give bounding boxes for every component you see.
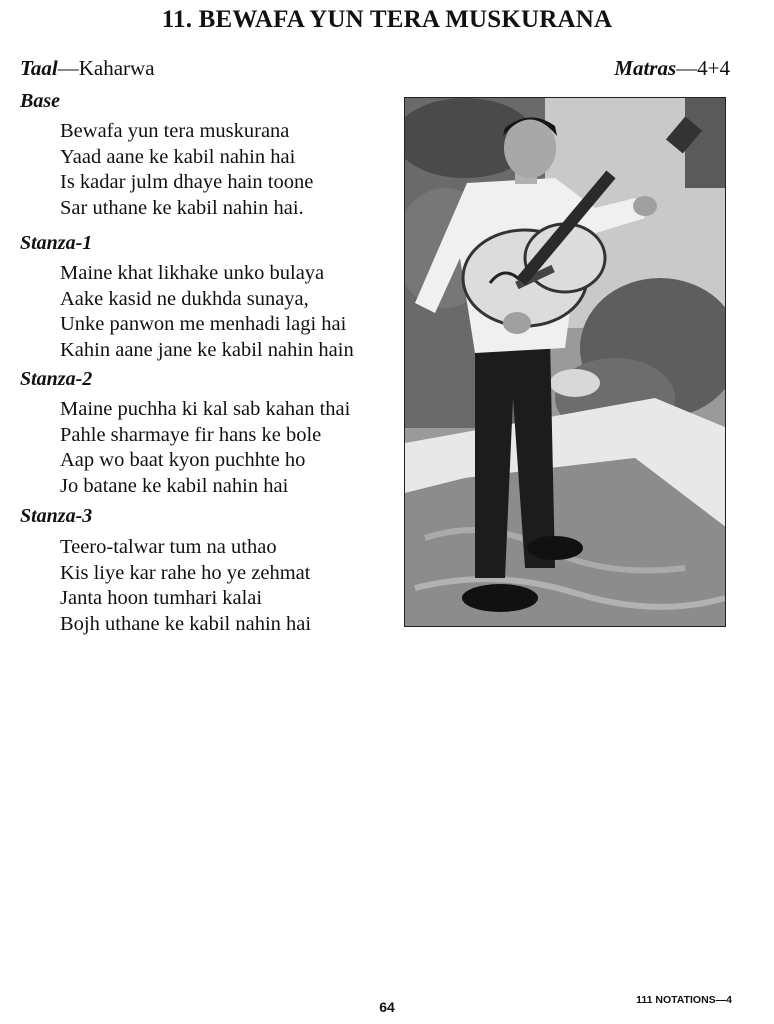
taal-line	[20, 56, 155, 81]
section-heading-base: Base	[20, 90, 60, 112]
lyric-line: Pahle sharmaye fir hans ke bole	[60, 423, 322, 446]
verse-stanza-3	[60, 535, 311, 637]
taal-value: —Kaharwa	[57, 56, 155, 80]
taal-label: Taal	[20, 56, 58, 80]
page-number: 64	[379, 999, 395, 1015]
verse-stanza-2	[60, 397, 350, 499]
guitarist-photo	[404, 97, 726, 627]
lyric-line: Jo batane ke kabil nahin hai	[60, 474, 289, 497]
lyric-line: Unke panwon me menhadi lagi hai	[60, 313, 347, 335]
lyric-line: Aake kasid ne dukhda sunaya,	[60, 287, 309, 310]
lyric-line: Bewafa yun tera muskurana	[60, 120, 290, 142]
lyric-line: Kahin aane jane ke kabil nahin hain	[60, 338, 354, 361]
lyric-line: Maine khat likhake unko bulaya	[60, 262, 325, 284]
section-heading-stanza-2: Stanza-2	[20, 368, 93, 390]
lyric-line: Sar uthane ke kabil nahin hai.	[60, 196, 304, 219]
lyric-line: Aap wo baat kyon puchhte ho	[60, 449, 306, 471]
section-heading-stanza-1: Stanza-1	[20, 232, 93, 254]
verse-stanza-1	[60, 261, 354, 363]
page-title: 11. BEWAFA YUN TERA MUSKURANA	[161, 6, 613, 33]
matras-label: Matras	[614, 56, 677, 80]
lyric-line: Bojh uthane ke kabil nahin hai	[60, 612, 312, 635]
lyric-line: Maine puchha ki kal sab kahan thai	[60, 398, 351, 420]
matras-value: —4+4	[676, 56, 730, 80]
section-heading-stanza-3: Stanza-3	[20, 505, 93, 527]
lyric-line: Yaad aane ke kabil nahin hai	[60, 145, 296, 168]
lyric-line: Is kadar julm dhaye hain toone	[60, 171, 314, 193]
lyric-line: Janta hoon tumhari kalai	[60, 587, 263, 609]
lyric-line: Teero-talwar tum na uthao	[60, 536, 277, 558]
series-label: 111 NOTATIONS—4	[636, 994, 732, 1006]
verse-base	[60, 119, 313, 221]
matras-line	[614, 56, 730, 81]
lyric-line: Kis liye kar rahe ho ye zehmat	[60, 561, 311, 584]
